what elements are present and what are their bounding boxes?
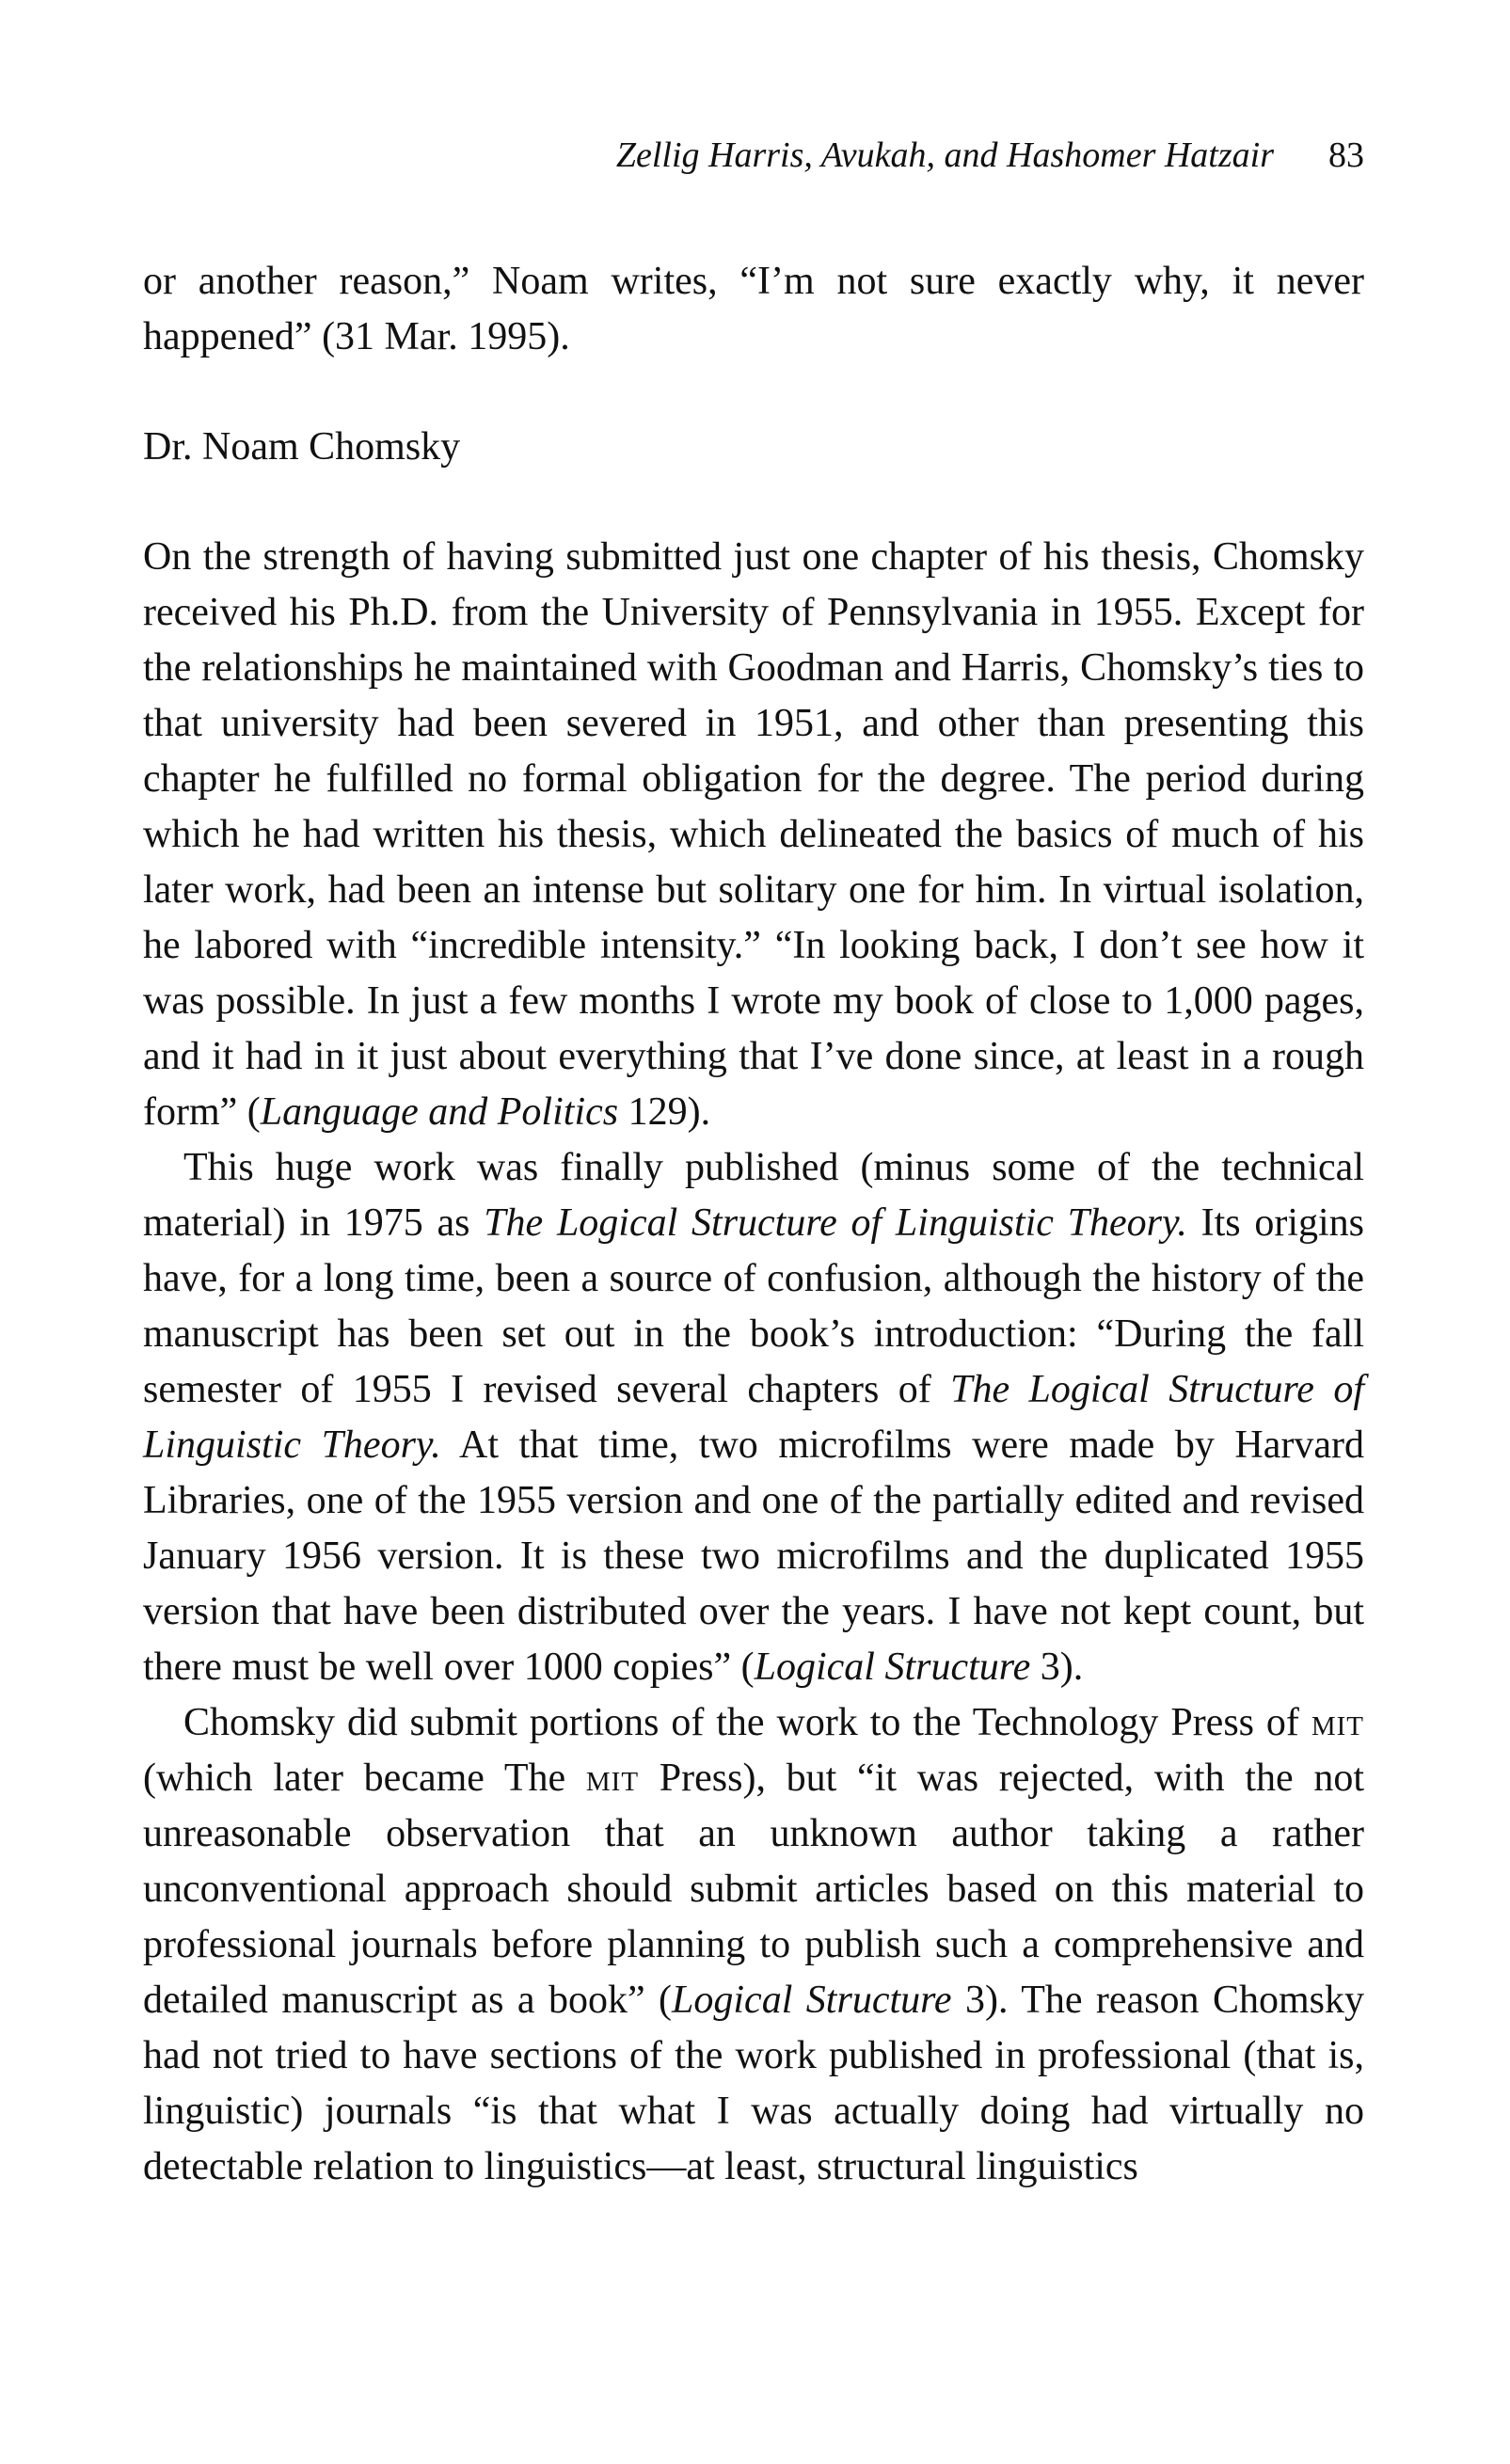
book-title-2: The Logical Structure of Linguistic Theory. — [143, 1368, 1364, 1467]
small-caps-mit: mit — [585, 1757, 640, 1800]
paragraph-2-part-3: At that time, two microfilms were made by Harvard Libraries, one of the 1955 version and one of the partially edited and revised January 1956 version. It is these two microfilms and the duplicated 1955 version that have been distributed over the years. I have not kept count, but there must be well over 1000 copies” ( — [143, 1423, 1364, 1689]
running-title: Zellig Harris, Avukah, and Hashomer Hatzair — [615, 135, 1274, 175]
opening-paragraph-block — [143, 254, 1364, 365]
book-title-1: The Logical Structure of Linguistic Theory. — [484, 1201, 1187, 1245]
body-text — [143, 530, 1364, 2195]
book-page — [143, 0, 1364, 2464]
citation-title: Logical Structure — [672, 1979, 952, 2022]
paragraph-2-part-4: 3). — [1030, 1645, 1084, 1689]
section-heading: Dr. Noam Chomsky — [143, 425, 461, 469]
paragraph-3-part-2: (which later became The — [143, 1757, 586, 1800]
paragraph-3-part-3: Press), but “it was rejected, with the not unreasonable observation that an unknown author taking a rather unconventional approach should submit articles based on this material to professional journals before planning to publish such a comprehensive and detailed manuscript as a book” ( — [143, 1757, 1364, 2022]
paragraph-3-part-1: Chomsky did submit portions of the work to the Technology Press of — [183, 1701, 1311, 1744]
paragraph-2-part-1: This huge work was finally published (minus some of the technical material) in 1975 as — [143, 1146, 1364, 1245]
paragraph-2 — [143, 1140, 1364, 1695]
paragraph-3-part-4: 3). The reason Chomsky had not tried to have sections of the work published in professional (that is, linguistic) journals “is that what I was actually doing had virtually no detectable relation to linguistics—at least, structural linguistics — [143, 1979, 1365, 2188]
citation-title: Language and Politics — [260, 1090, 619, 1134]
page-number: 83 — [1328, 135, 1364, 175]
citation-tail: 129). — [618, 1090, 711, 1134]
paragraph-1-text: On the strength of having submitted just one chapter of his thesis, Chomsky received his Ph.D. from the University of Pennsylvania in 1955. Except for the relationships he maintained with Goodman and Harris, Chomsky’s ties to that university had been severed in 1951, and other than presenting this chapter he fulfilled no formal obligation for the degree. The period during which he had written his thesis, which delineated the basics of much of his later work, had been an intense but solitary one for him. In virtual isolation, he labored with “incredible intensity.” “In looking back, I don’t see how it was possible. In just a few months I wrote my book of close to 1,000 pages, and it had in it just about everything that I’ve done since, at least in a rough form” ( — [143, 535, 1364, 1134]
paragraph-1 — [143, 530, 1364, 1140]
small-caps-mit: mit — [1311, 1701, 1364, 1744]
running-header — [143, 134, 1364, 177]
paragraph-2-part-2: Its origins have, for a long time, been a source of confusion, although the history of the manuscript has been set out in the book’s introduction: “During the fall semester of 1955 I revised several chapters of — [143, 1201, 1365, 1411]
citation-title: Logical Structure — [754, 1645, 1031, 1689]
opening-paragraph: or another reason,” Noam writes, “I’m not sure exactly why, it never happened” (31 Mar. 1995). — [143, 260, 1364, 358]
paragraph-3 — [143, 1695, 1364, 2195]
